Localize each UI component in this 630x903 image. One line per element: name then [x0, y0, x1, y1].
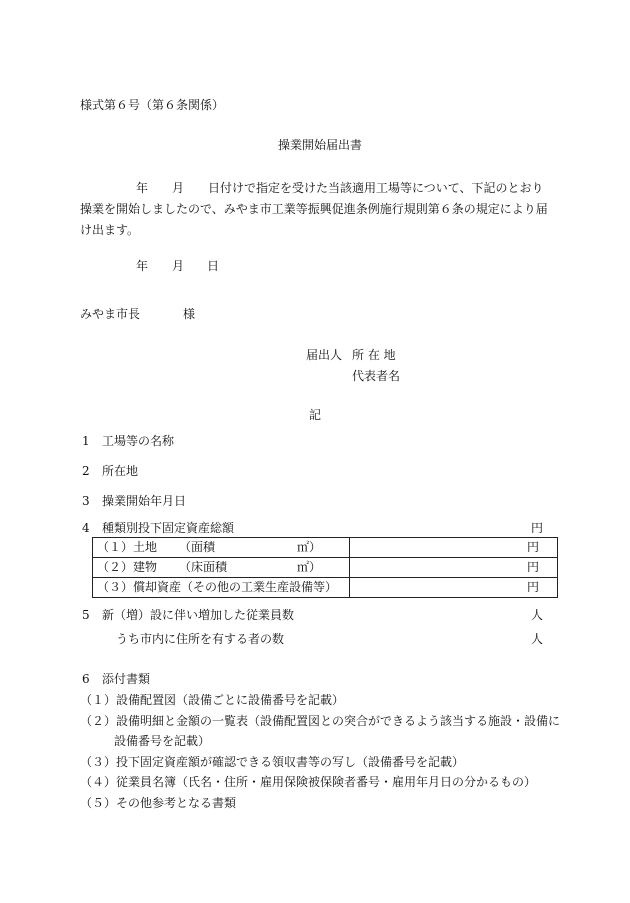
- item-3-number: 3: [82, 494, 90, 508]
- item-1-label: 工場等の名称: [102, 434, 175, 448]
- attachment-4: （４）従業員名簿（氏名・住所・雇用保険被保険者番号・雇用年月日の分かるもの）: [80, 775, 537, 789]
- item-5-sub-label: うち市内に住所を有する者の数: [116, 632, 285, 646]
- attachment-2: （２）設備明細と金額の一覧表（設備配置図との突合ができるよう該当する施設・設備に: [80, 714, 561, 728]
- item-4-number: 4: [82, 521, 90, 535]
- body-year: 年: [136, 181, 149, 195]
- asset-depreciable-cell: [93, 578, 350, 598]
- addressee-name: みやま市長: [80, 307, 141, 321]
- asset-land-label: （１）土地: [97, 540, 158, 554]
- asset-depreciable-label: （３）償却資産（その他の工業生産設備等）: [97, 580, 338, 594]
- item-4-unit: 円: [531, 521, 544, 535]
- item-2-label: 所在地: [102, 464, 139, 478]
- attachment-1: （１）設備配置図（設備ごとに設備番号を記載）: [80, 693, 345, 707]
- asset-land-value: 円: [350, 538, 558, 558]
- item-5-unit: 人: [531, 608, 544, 622]
- item-2-number: 2: [82, 464, 90, 478]
- item-5-label: 新（増）設に伴い増加した従業員数: [102, 608, 295, 622]
- notifier-address: 所 在 地: [352, 348, 396, 362]
- notifier-label: 届出人: [306, 348, 343, 362]
- notifier-representative: 代表者名: [352, 369, 401, 383]
- asset-building-value: 円: [350, 558, 558, 578]
- attachment-2-continued: 設備番号を記載）: [114, 734, 211, 748]
- asset-land-cell: [93, 538, 350, 558]
- table-row: [93, 558, 558, 578]
- form-number: 様式第６号（第６条関係）: [80, 98, 225, 112]
- item-3-label: 操業開始年月日: [102, 494, 187, 508]
- date-month: 月: [172, 259, 185, 273]
- ki-heading: 記: [309, 408, 322, 422]
- addressee-honorific: 様: [183, 307, 196, 321]
- asset-building-area-unit: ㎡）: [297, 560, 322, 574]
- item-1-number: 1: [82, 434, 90, 448]
- item-6-number: 6: [82, 672, 90, 686]
- asset-building-cell: [93, 558, 350, 578]
- attachment-3: （３）投下固定資産額が確認できる領収書等の写し（設備番号を記載）: [80, 755, 465, 769]
- item-6-label: 添付書類: [102, 672, 151, 686]
- item-4-label: 種類別投下固定資産総額: [102, 521, 235, 535]
- date-day: 日: [207, 259, 220, 273]
- asset-building-area-label: （床面積: [179, 560, 228, 574]
- date-year: 年: [136, 259, 149, 273]
- asset-land-area-label: （面積: [179, 540, 216, 554]
- asset-land-area-unit: ㎡）: [297, 540, 322, 554]
- asset-depreciable-value: 円: [350, 578, 558, 598]
- document-title: 操業開始届出書: [278, 138, 363, 152]
- body-paragraph: [80, 178, 550, 241]
- item-5-sub-unit: 人: [531, 632, 544, 646]
- asset-table: [92, 537, 558, 598]
- body-month: 月: [172, 181, 185, 195]
- table-row: [93, 578, 558, 598]
- attachment-5: （５）その他参考となる書類: [80, 796, 237, 810]
- item-5-number: 5: [82, 608, 90, 622]
- body-text: 日付けで指定を受けた当該適用工場等について、下記のとおり操業を開始しましたので、みやま市工業等振興促進条例施行規則第６条の規定により届け出ます。: [80, 181, 548, 237]
- table-row: [93, 538, 558, 558]
- asset-building-label: （２）建物: [97, 560, 158, 574]
